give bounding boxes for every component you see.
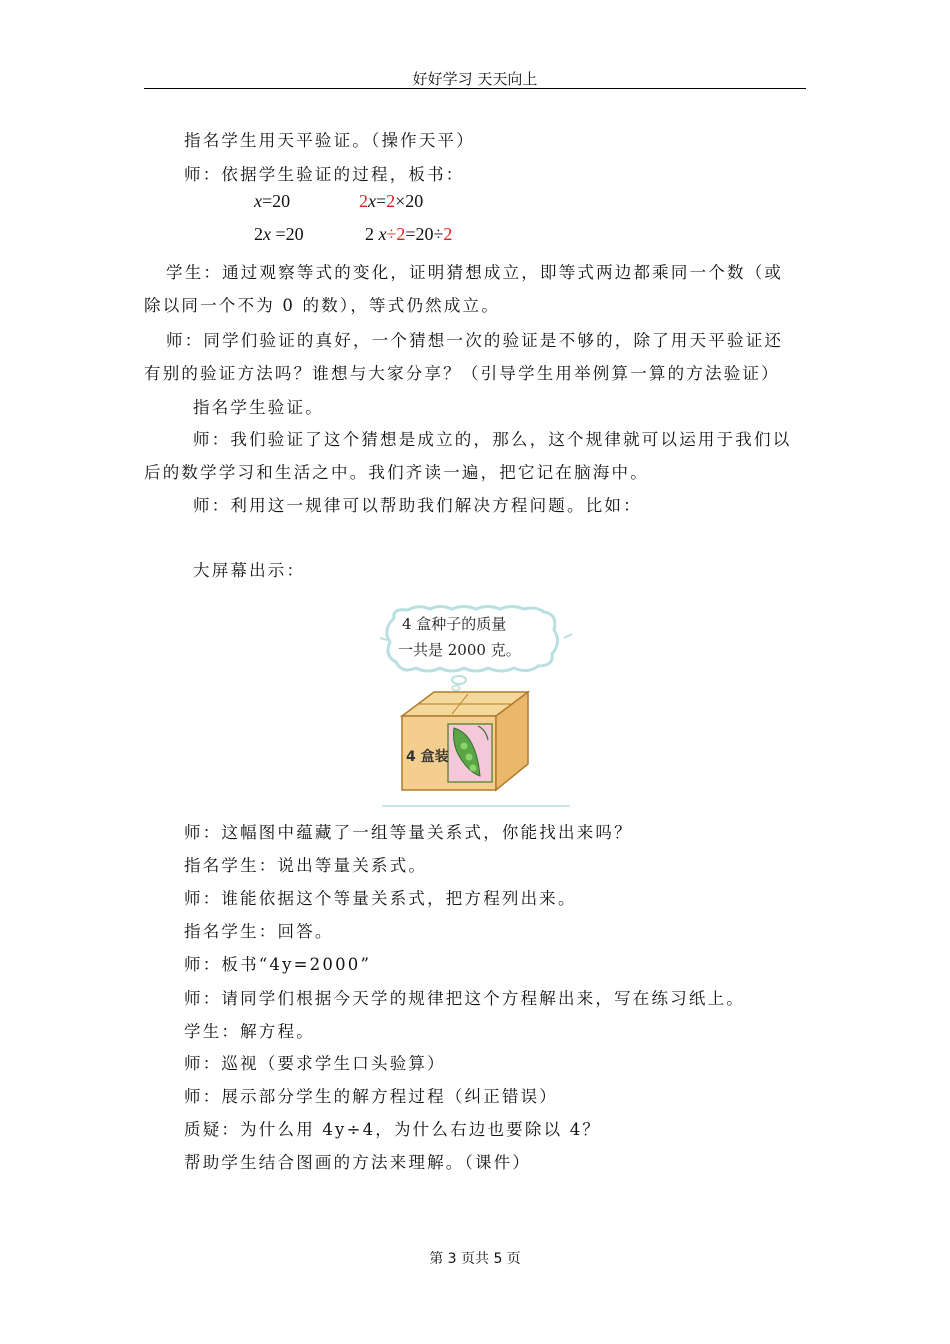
equation-text: = (376, 191, 387, 211)
variable: x (378, 224, 387, 244)
equation-2 (359, 191, 423, 212)
box-label: 4 盒装 (406, 749, 449, 765)
highlight-number: 2 (359, 191, 368, 211)
paragraph: 师：依据学生验证的过程，板书： (184, 165, 465, 184)
highlight-number: 2 (396, 224, 406, 244)
dialogue-line: 师：这幅图中蕴藏了一组等量关系式，你能找出来吗？ (184, 823, 633, 842)
dialogue-line: 帮助学生结合图画的方法来理解。（课件） (184, 1153, 532, 1172)
variable: x (263, 224, 271, 244)
bubble-text-line-2: 一共是 2000 克。 (398, 641, 521, 659)
equation-text: 2 (254, 224, 263, 244)
dialogue-line: 师：请同学们根据今天学的规律把这个方程解出来，写在练习纸上。 (184, 989, 745, 1008)
highlight-number: 2 (443, 224, 453, 244)
equation-4 (365, 224, 452, 245)
seed-box-illustration (378, 604, 574, 808)
dialogue-line: 师：谁能依据这个等量关系式，把方程列出来。 (184, 889, 577, 908)
paragraph: 有别的验证方法吗？谁想与大家分享？（引导学生用举例算一算的方法验证） (144, 364, 780, 383)
highlight-operator: ÷ (386, 224, 397, 244)
variable: x (368, 191, 376, 211)
paragraph: 后的数学学习和生活之中。我们齐读一遍，把它记在脑海中。 (144, 463, 649, 482)
dialogue-line: 质疑：为什么用 4y÷4，为什么右边也要除以 4？ (184, 1120, 602, 1139)
dialogue-line: 指名学生：说出等量关系式。 (184, 856, 428, 875)
highlight-number: 2 (386, 191, 396, 211)
paragraph: 指名学生用天平验证。（操作天平） (184, 131, 475, 150)
variable: x (254, 191, 262, 211)
paragraph: 师：利用这一规律可以帮助我们解决方程问题。比如： (193, 496, 642, 515)
dialogue-line: 学生：解方程。 (184, 1022, 315, 1041)
paragraph: 大屏幕出示： (193, 561, 306, 580)
dialogue-line: 师：巡视（要求学生口头验算） (184, 1054, 446, 1073)
dialogue-line: 师：板书“4y=2000” (184, 955, 372, 974)
dialogue-line: 指名学生：回答。 (184, 922, 334, 941)
page-header-title: 好好学习 天天向上 (412, 70, 538, 88)
equation-1 (254, 191, 290, 212)
equation-text: ×20 (395, 191, 424, 211)
equation-text: =20 (262, 191, 291, 211)
header-rule (144, 88, 806, 89)
dialogue-line: 师：展示部分学生的解方程过程（纠正错误） (184, 1087, 558, 1106)
equation-text: =20 (271, 224, 304, 244)
equation-text: 2 (365, 224, 379, 244)
paragraph: 师：我们验证了这个猜想是成立的，那么，这个规律就可以运用于我们以 (193, 430, 792, 449)
paragraph: 除以同一个不为 0 的数），等式仍然成立。 (144, 296, 500, 315)
seed-box (402, 692, 528, 790)
page-number: 第 3 页共 5 页 (429, 1251, 521, 1267)
paragraph: 指名学生验证。 (193, 398, 324, 417)
equation-text: =20÷ (405, 224, 444, 244)
paragraph: 师：同学们验证的真好，一个猜想一次的验证是不够的，除了用天平验证还 (166, 331, 784, 350)
bubble-text-line-1: 4 盒种子的质量 (402, 615, 507, 633)
equation-3 (254, 224, 304, 245)
paragraph: 学生：通过观察等式的变化，证明猜想成立，即等式两边都乘同一个数（或 (166, 263, 784, 282)
